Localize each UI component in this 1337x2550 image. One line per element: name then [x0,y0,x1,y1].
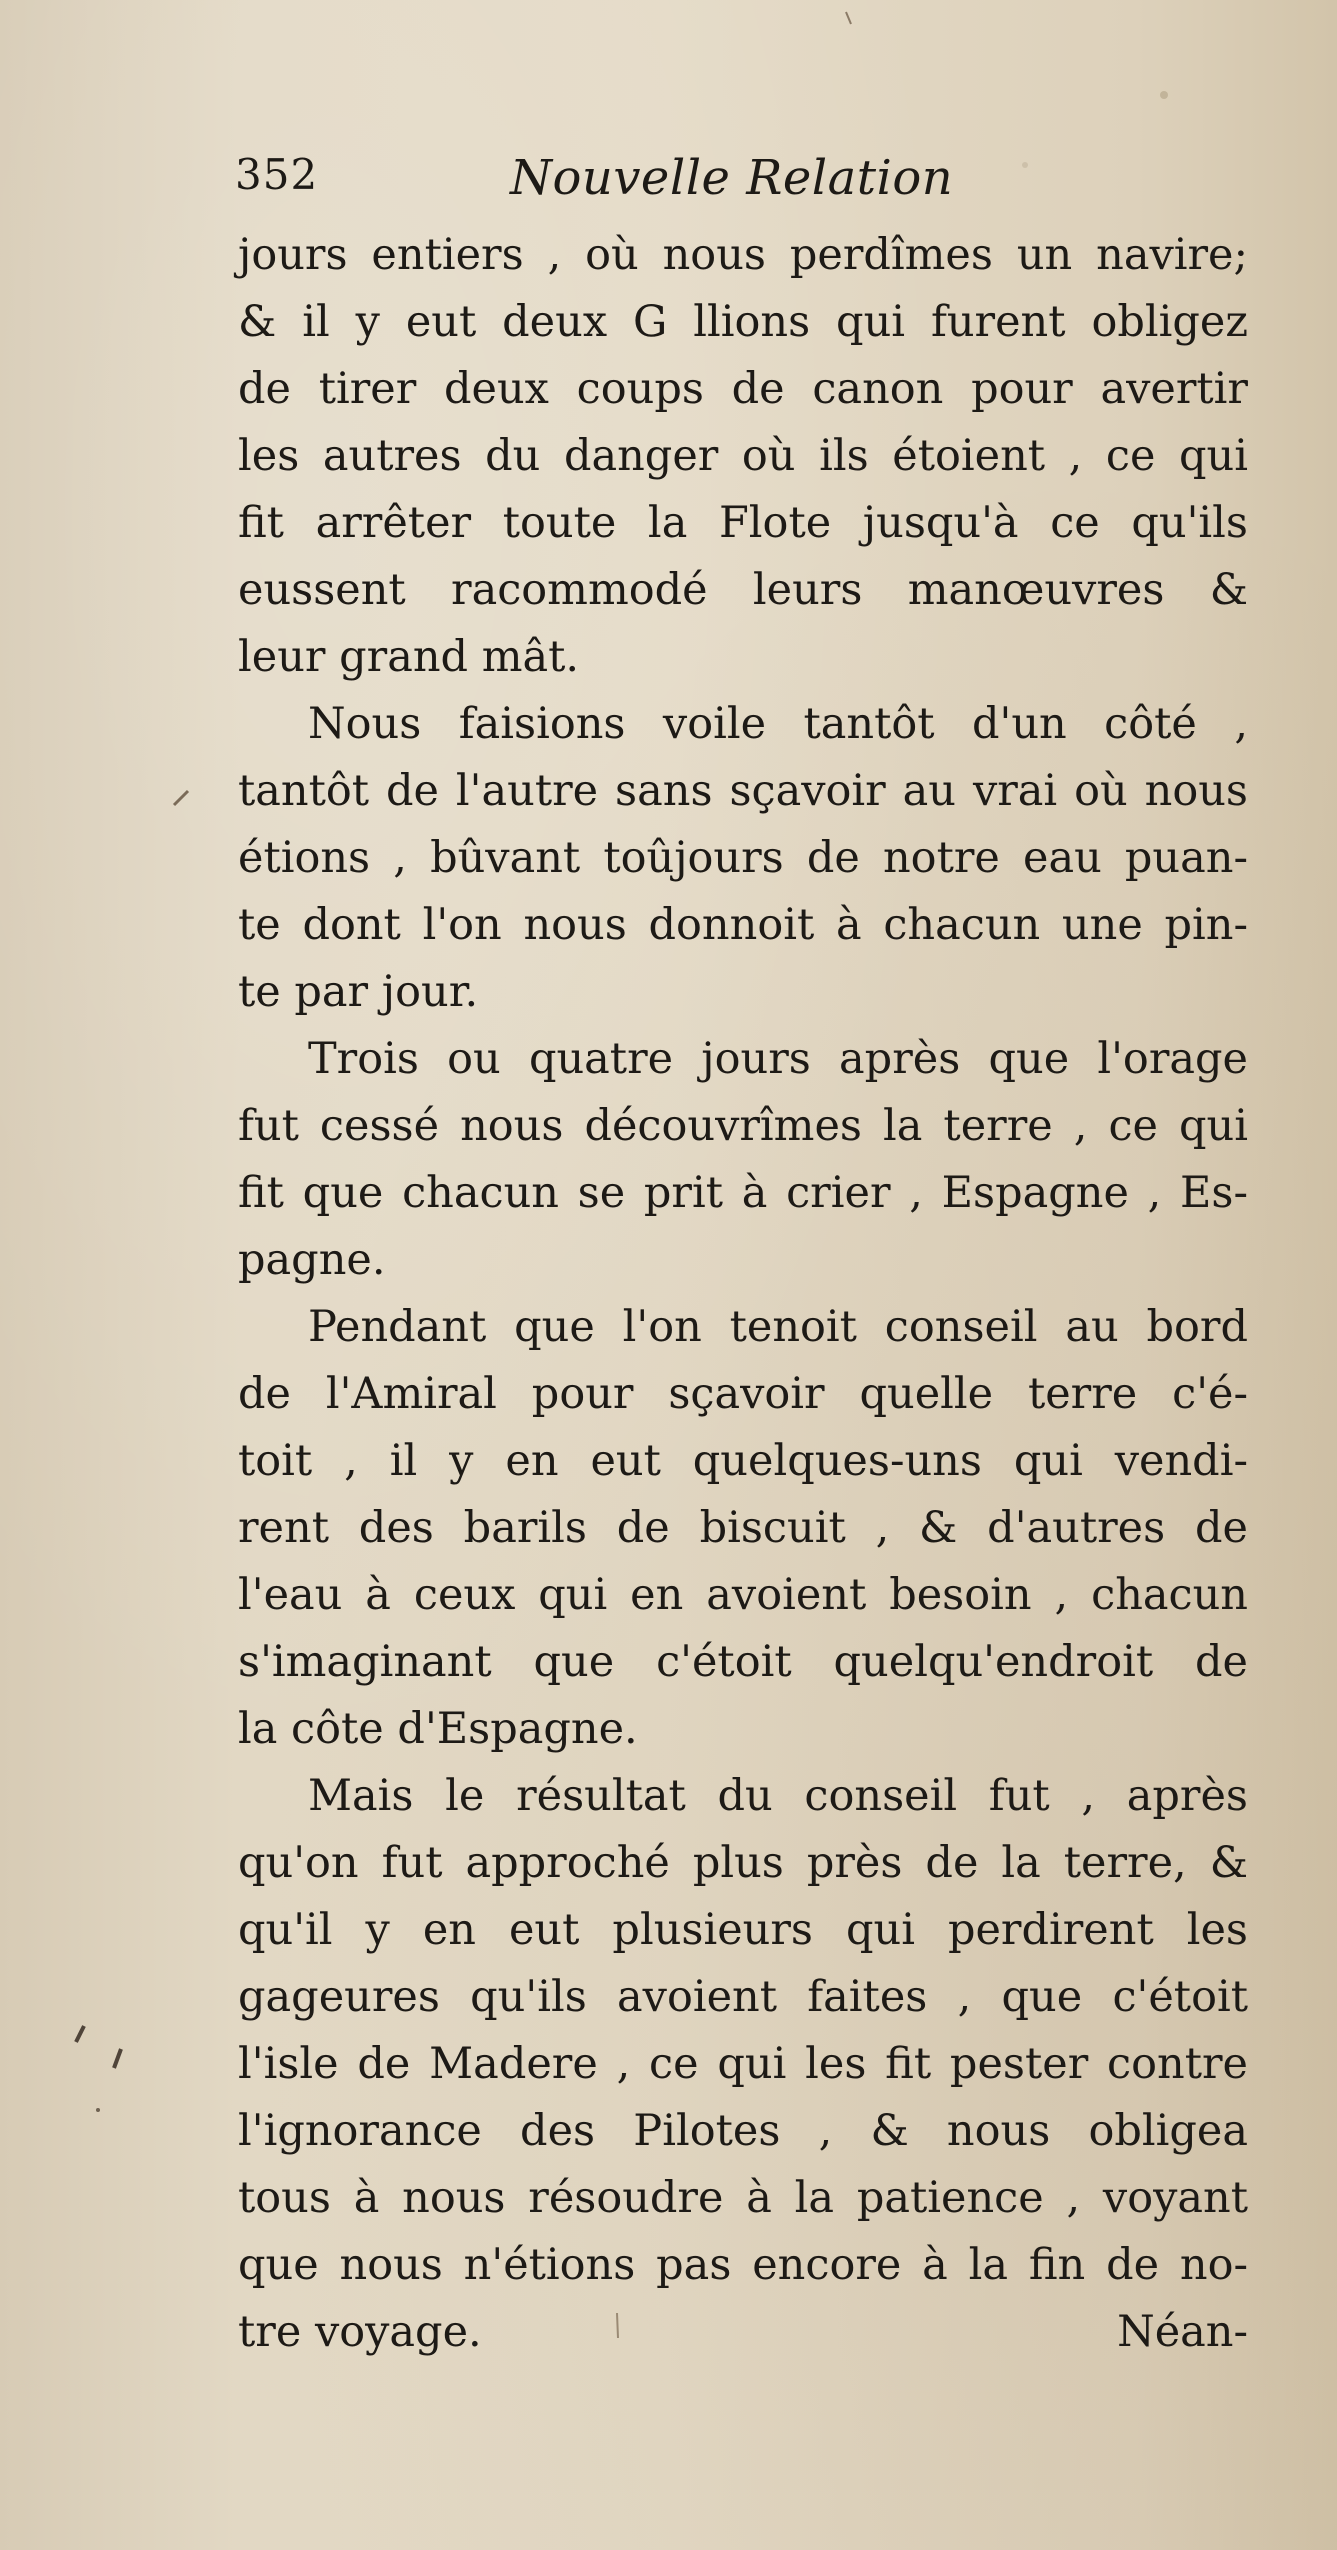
text-line: te par jour. [238,967,479,1017]
page-header [235,150,1035,206]
text-line: rent des barils de biscuit , & d'autres de [238,1503,1248,1553]
text-line: leur grand mât. [238,632,580,682]
text-line: étions , bûvant toûjours de notre eau puan- [238,833,1248,883]
ink-speck [114,2049,121,2068]
text-line: fit que chacun se prit à crier , Espagne , Es- [238,1168,1248,1218]
text-line: te dont l'on nous donnoit à chacun une pin- [238,900,1248,950]
text-line: que nous n'étions pas encore à la fin de no- [238,2240,1248,2290]
text-line: de tirer deux coups de canon pour avertir [238,364,1248,414]
text-line: de l'Amiral pour sçavoir quelle terre c'é- [238,1369,1248,1419]
running-title: Nouvelle Relation [510,150,954,206]
text-line: tantôt de l'autre sans sçavoir au vrai où nous [238,766,1248,816]
text-line: la côte d'Espagne. [238,1704,638,1754]
paper-spot [1160,91,1168,99]
paragraph-start-line: Pendant que l'on tenoit conseil au bord [308,1302,1248,1352]
text-line: l'ignorance des Pilotes , & nous obligea [238,2106,1248,2156]
text-line: & il y eut deux G llions qui furent obligez [238,297,1248,347]
page-number: 352 [235,150,319,199]
paragraph-start-line: Mais le résultat du conseil fut , après [308,1771,1248,1821]
text-line: fut cessé nous découvrîmes la terre , ce qui [238,1101,1248,1151]
paragraph-start-line: Trois ou quatre jours après que l'orage [308,1034,1248,1084]
catchword: Néan- [1117,2307,1248,2357]
text-line-with-catchword [238,2299,1248,2366]
paragraph-start-line: Nous faisions voile tantôt d'un côté , [308,699,1248,749]
text-line: tous à nous résoudre à la patience , voyant [238,2173,1248,2223]
text-line: pagne. [238,1235,386,1285]
text-line: qu'il y en eut plusieurs qui perdirent les [238,1905,1248,1955]
text-line: toit , il y en eut quelques-uns qui vendi- [238,1436,1248,1486]
ink-speck [846,12,851,24]
text-line: qu'on fut approché plus près de la terre, & [238,1838,1248,1888]
text-line: les autres du danger où ils étoient , ce qui [238,431,1248,481]
text-line: l'eau à ceux qui en avoient besoin , chacun [238,1570,1248,1620]
text-line: fit arrêter toute la Flote jusqu'à ce qu'ils [238,498,1248,548]
text-line: l'isle de Madere , ce qui les fit pester contre [238,2039,1248,2089]
text-line: gageures qu'ils avoient faites , que c'étoit [238,1972,1248,2022]
ink-speck [174,791,188,805]
text-line: s'imaginant que c'étoit quelqu'endroit de [238,1637,1248,1687]
text-line: jours entiers , où nous perdîmes un navire; [238,230,1248,280]
body-text [238,222,1248,2366]
text-line: eussent racommodé leurs manœuvres & [238,565,1248,615]
ink-speck [96,2108,100,2112]
ink-speck [76,2026,84,2042]
text-line: tre voyage. [238,2307,482,2357]
